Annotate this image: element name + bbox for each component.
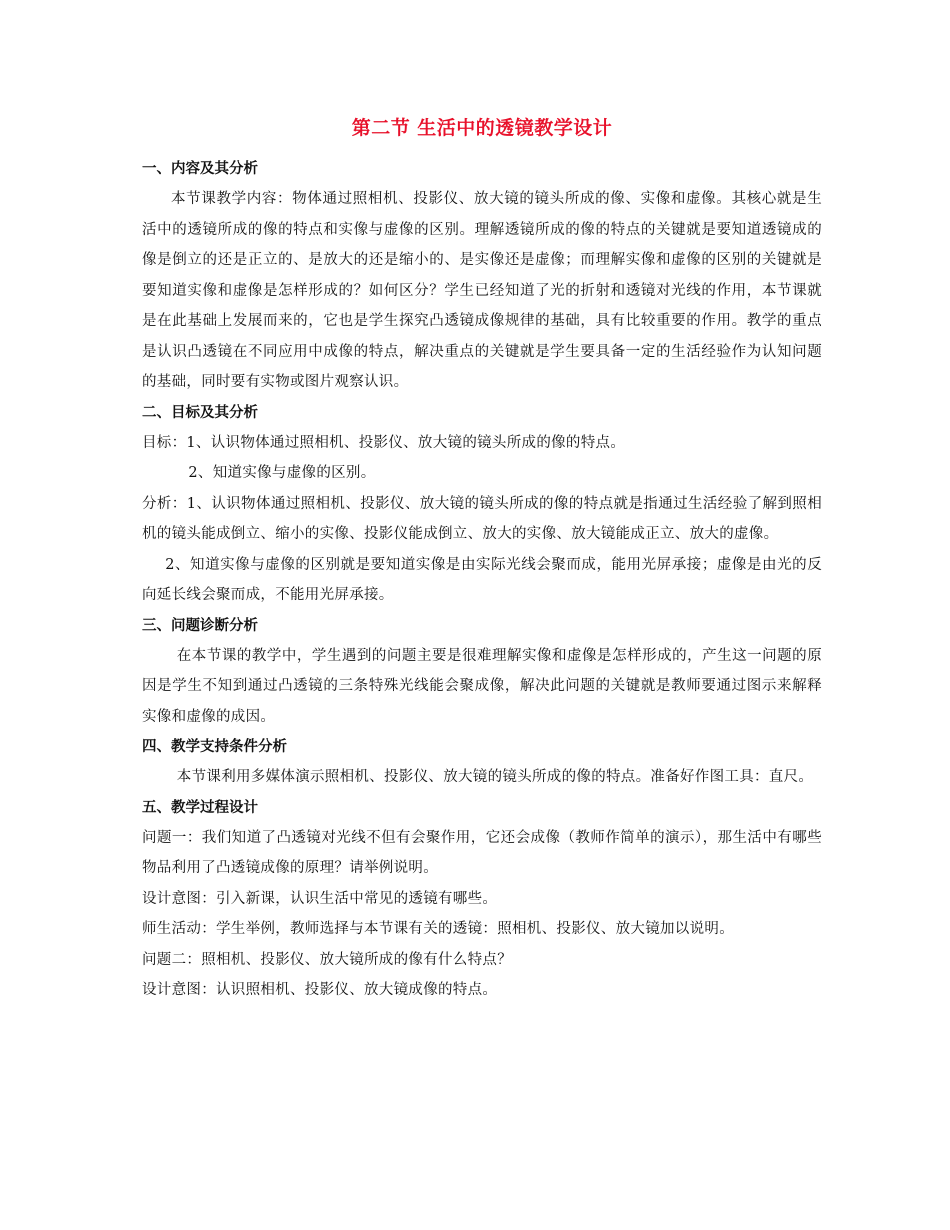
section-paragraph: 2、知道实像与虚像的区别。: [188, 465, 376, 481]
section-paragraph: 设计意图：引入新课，认识生活中常见的透镜有哪些。: [142, 890, 498, 907]
section-paragraph: 设计意图：认识照相机、投影仪、放大镜成像的特点。: [142, 982, 498, 998]
section-paragraph: 2、知道实像与虚像的区别就是要知道实像是由实际光线会聚而成，能用光屏承接；虚像是由光的反向延长线会聚而成，不能用光屏承接。: [142, 556, 822, 603]
section-heading-goals-analysis: 二、目标及其分析: [142, 404, 258, 421]
section-paragraph: 分析：1、认识物体通过照相机、投影仪、放大镜的镜头所成的像的特点就是指通过生活经验了解到照相机的镜头能成倒立、缩小的实像、投影仪能成倒立、放大的实像、放大镜能成正立、放大的虚像。: [142, 495, 822, 542]
document-body: [142, 112, 822, 1006]
section-paragraph: 本节课利用多媒体演示照相机、投影仪、放大镜的镜头所成的像的特点。准备好作图工具：直尺。: [176, 769, 814, 785]
section-paragraph: 目标：1、认识物体通过照相机、投影仪、放大镜的镜头所成的像的特点。: [142, 434, 626, 451]
section-heading-support-conditions: 四、教学支持条件分析: [142, 739, 287, 755]
section-heading-problem-diagnosis: 三、问题诊断分析: [142, 617, 258, 634]
section-paragraph: 在本节课的教学中，学生遇到的问题主要是很难理解实像和虚像是怎样形成的，产生这一问题的原因是学生不知到通过凸透镜的三条特殊光线能会聚成像，解决此问题的关键就是教师要通过图示来解释实像和虚像的成因。: [142, 647, 822, 725]
section-heading-process-design: 五、教学过程设计: [142, 799, 258, 816]
section-paragraph: 问题二：照相机、投影仪、放大镜所成的像有什么特点？: [142, 951, 512, 968]
section-paragraph: 问题一：我们知道了凸透镜对光线不但有会聚作用，它还会成像（教师作简单的演示），那生活中有哪些物品利用了凸透镜成像的原理？请举例说明。: [142, 829, 822, 876]
section-heading-content-analysis: 一、内容及其分析: [142, 161, 258, 177]
section-paragraph: 师生活动：学生举例，教师选择与本节课有关的透镜：照相机、投影仪、放大镜加以说明。: [142, 921, 734, 937]
section-paragraph: 本节课教学内容：物体通过照相机、投影仪、放大镜的镜头所成的像、实像和虚像。其核心就是生活中的透镜所成的像的特点和实像与虚像的区别。理解透镜所成的像的特点的关键就是要知道透镜成的像是倒立的还是正立的、是放大的还是缩小的、是实像还是虚像；而理解实像和虚像的区别的关键就是要知道实像和虚像是怎样形成的？如何区分？学生已经知道了光的折射和透镜对光线的作用，本节课就是在此基础上发展而来的，它也是学生探究凸透镜成像规律的基础，具有比较重要的作用。教学的重点是认识凸透镜在不同应用中成像的特点，解决重点的关键就是学生要具备一定的生活经验作为认知问题的基础，同时要有实物或图片观察认识。: [142, 191, 822, 390]
document-title: 第二节 生活中的透镜教学设计: [351, 117, 613, 139]
